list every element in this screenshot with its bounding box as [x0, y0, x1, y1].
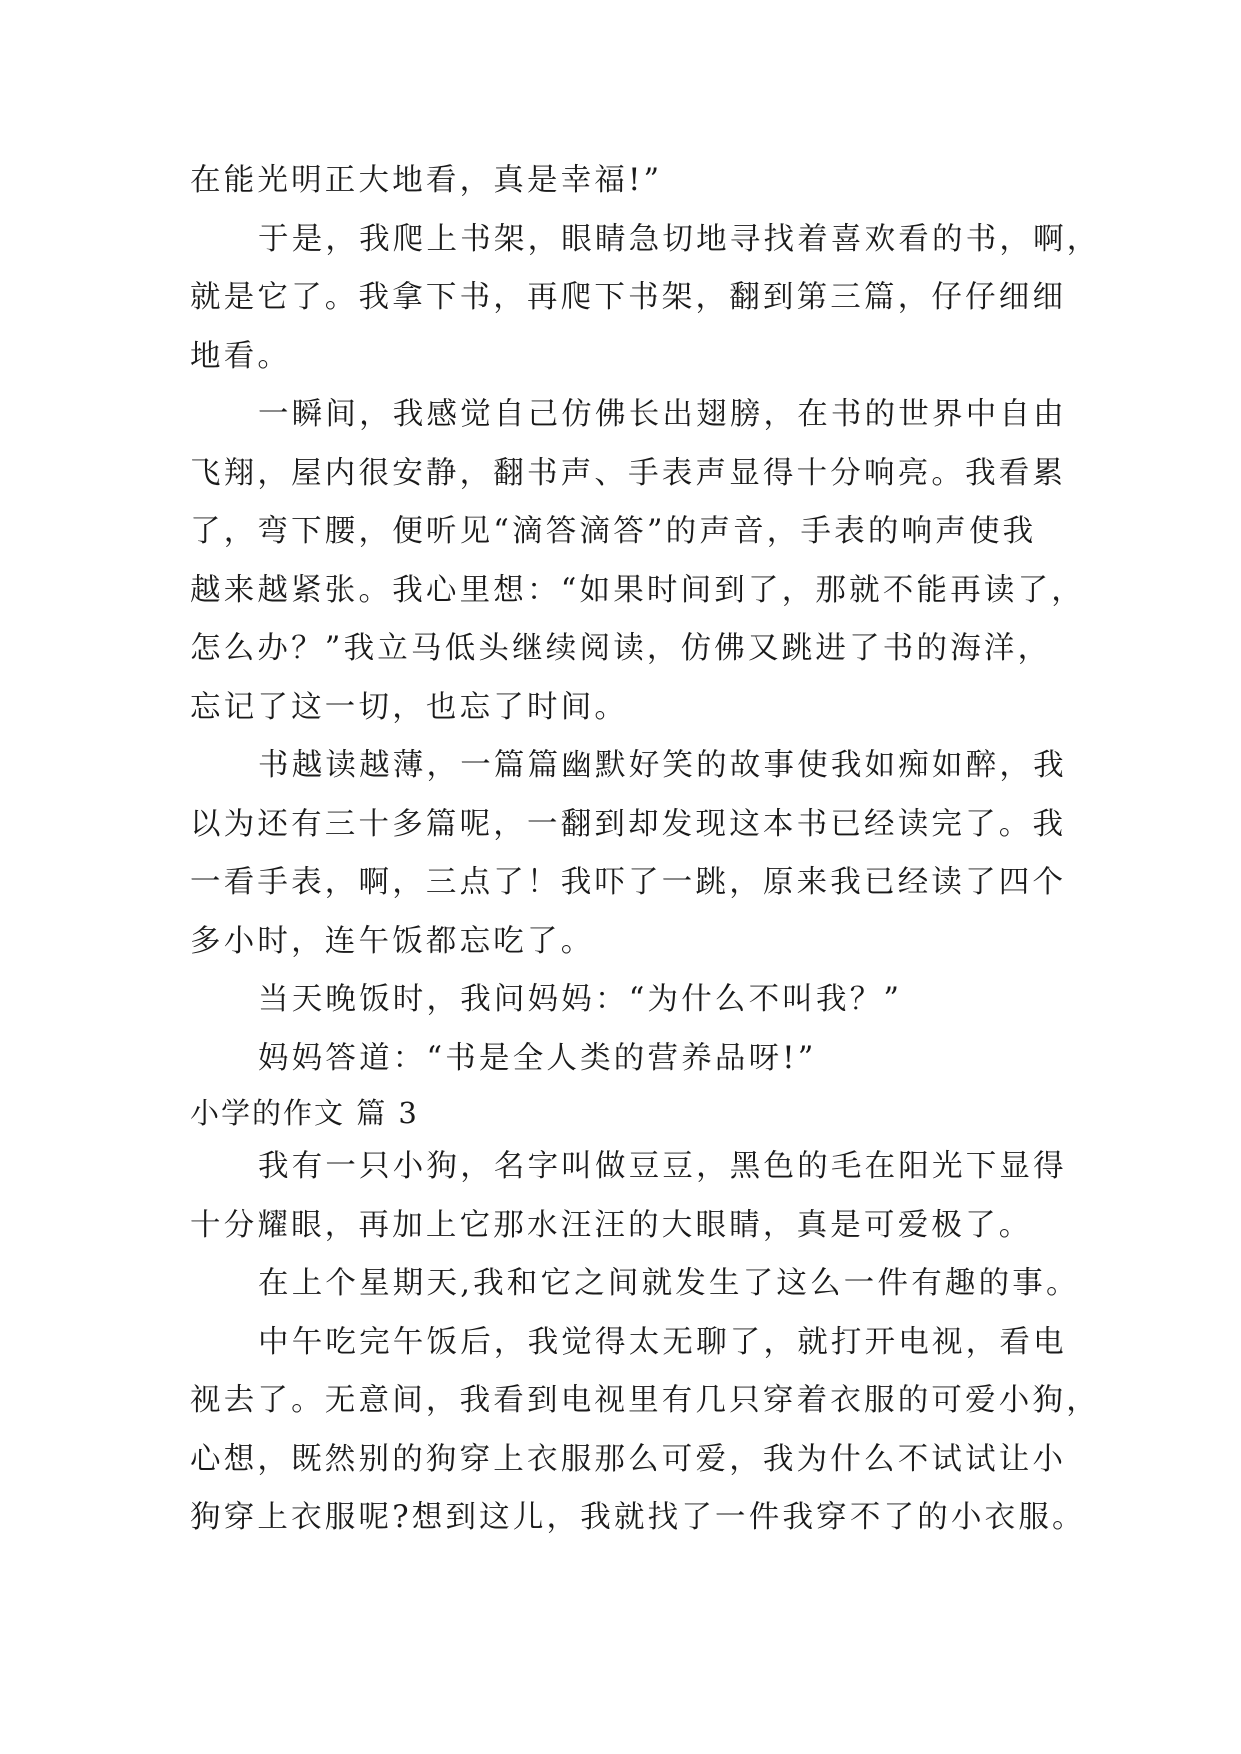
essay-part-2-body [190, 152, 1101, 1088]
text-line: 地看。 [190, 338, 292, 374]
text-line: 心想，既然别的狗穿上衣服那么可爱，我为什么不试试让小 [190, 1441, 1067, 1477]
text-line: 飞翔，屋内很安静，翻书声、手表声显得十分响亮。我看累 [190, 455, 1067, 491]
text-line: 当天晚饭时，我问妈妈：“为什么不叫我？” [258, 982, 903, 1017]
text-line: 越来越紧张。我心里想：“如果时间到了，那就不能再读了， [190, 572, 1085, 608]
text-line: 在能光明正大地看，真是幸福!” [190, 163, 663, 198]
essay-heading: 小学的作文 篇 3 [190, 1096, 419, 1130]
text-line: 视去了。无意间，我看到电视里有几只穿着衣服的可爱小狗， [190, 1383, 1100, 1418]
text-line: 我有一只小狗，名字叫做豆豆，黑色的毛在阳光下显得 [258, 1149, 1067, 1184]
text-line: 多小时，连午饭都忘吃了。 [190, 923, 595, 959]
text-line: 于是，我爬上书架，眼睛急切地寻找着喜欢看的书，啊， [258, 221, 1101, 257]
text-line: 了，弯下腰，便听见“滴答滴答”的声音，手表的响声使我 [190, 514, 1037, 549]
text-line: 十分耀眼，再加上它那水汪汪的大眼睛，真是可爱极了。 [190, 1207, 1033, 1243]
text-line: 一瞬间，我感觉自己仿佛长出翅膀，在书的世界中自由 [258, 397, 1067, 432]
text-line: 忘记了这一切，也忘了时间。 [190, 689, 629, 725]
essay-part-3-body [190, 1138, 1100, 1548]
text-line: 中午吃完午饭后，我觉得太无聊了，就打开电视，看电 [258, 1324, 1067, 1360]
text-line: 怎么办？”我立马低头继续阅读，仿佛又跳进了书的海洋， [190, 631, 1052, 666]
text-line: 就是它了。我拿下书，再爬下书架，翻到第三篇，仔仔细细 [190, 280, 1067, 315]
text-line: 妈妈答道：“书是全人类的营养品呀!” [258, 1040, 817, 1076]
text-line: 书越读越薄，一篇篇幽默好笑的故事使我如痴如醉，我 [258, 748, 1067, 783]
text-line: 以为还有三十多篇呢，一翻到却发现这本书已经读完了。我 [190, 806, 1067, 842]
text-line: 在上个星期天,我和它之间就发生了这么一件有趣的事。 [258, 1266, 1080, 1301]
text-line: 一看手表，啊，三点了！我吓了一跳，原来我已经读了四个 [190, 865, 1067, 900]
document-page [190, 152, 1101, 1548]
text-line: 狗穿上衣服呢?想到这儿，我就找了一件我穿不了的小衣服。 [190, 1500, 1086, 1535]
